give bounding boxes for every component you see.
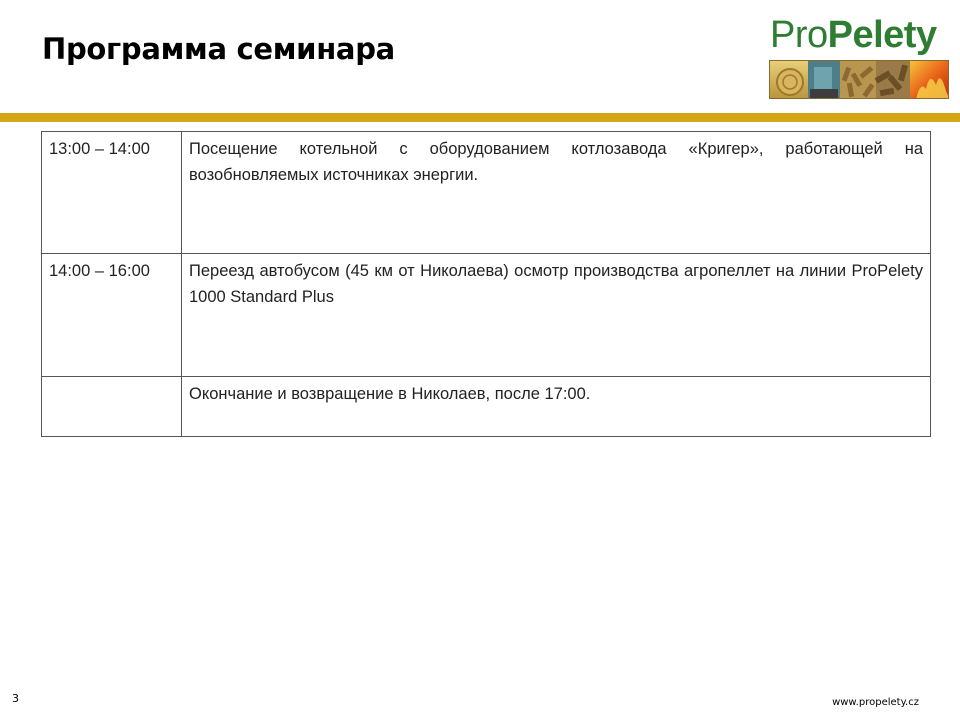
- schedule-row: [42, 132, 931, 254]
- page-number: 3: [12, 692, 19, 705]
- logo-photo-strip-graphic: [770, 61, 949, 99]
- website-url: www.propelety.cz: [832, 697, 919, 708]
- schedule-description: Посещение котельной с оборудованием котлозавода «Кригер», работающей на возобновляемых источниках энергии.: [182, 132, 931, 254]
- slide-title: Программа семинара: [42, 32, 395, 66]
- logo-wordmark: [770, 14, 937, 56]
- schedule-time: [42, 377, 182, 437]
- propelety-logo: [768, 14, 950, 100]
- schedule-description: Окончание и возвращение в Николаев, после 17:00.: [182, 377, 931, 437]
- logo-wordmark-pro: Pro: [770, 14, 828, 56]
- schedule-table: [41, 131, 931, 437]
- header-accent-bar: [0, 113, 960, 122]
- schedule-time: 14:00 – 16:00: [42, 254, 182, 377]
- schedule-description: Переезд автобусом (45 км от Николаева) осмотр производства агропеллет на линии ProPelety 1000 Standard Plus: [182, 254, 931, 377]
- schedule-row: [42, 377, 931, 437]
- schedule-time: 13:00 – 14:00: [42, 132, 182, 254]
- logo-photo-strip: [769, 60, 949, 99]
- schedule-row: [42, 254, 931, 377]
- logo-wordmark-pelety: Pelety: [827, 14, 937, 56]
